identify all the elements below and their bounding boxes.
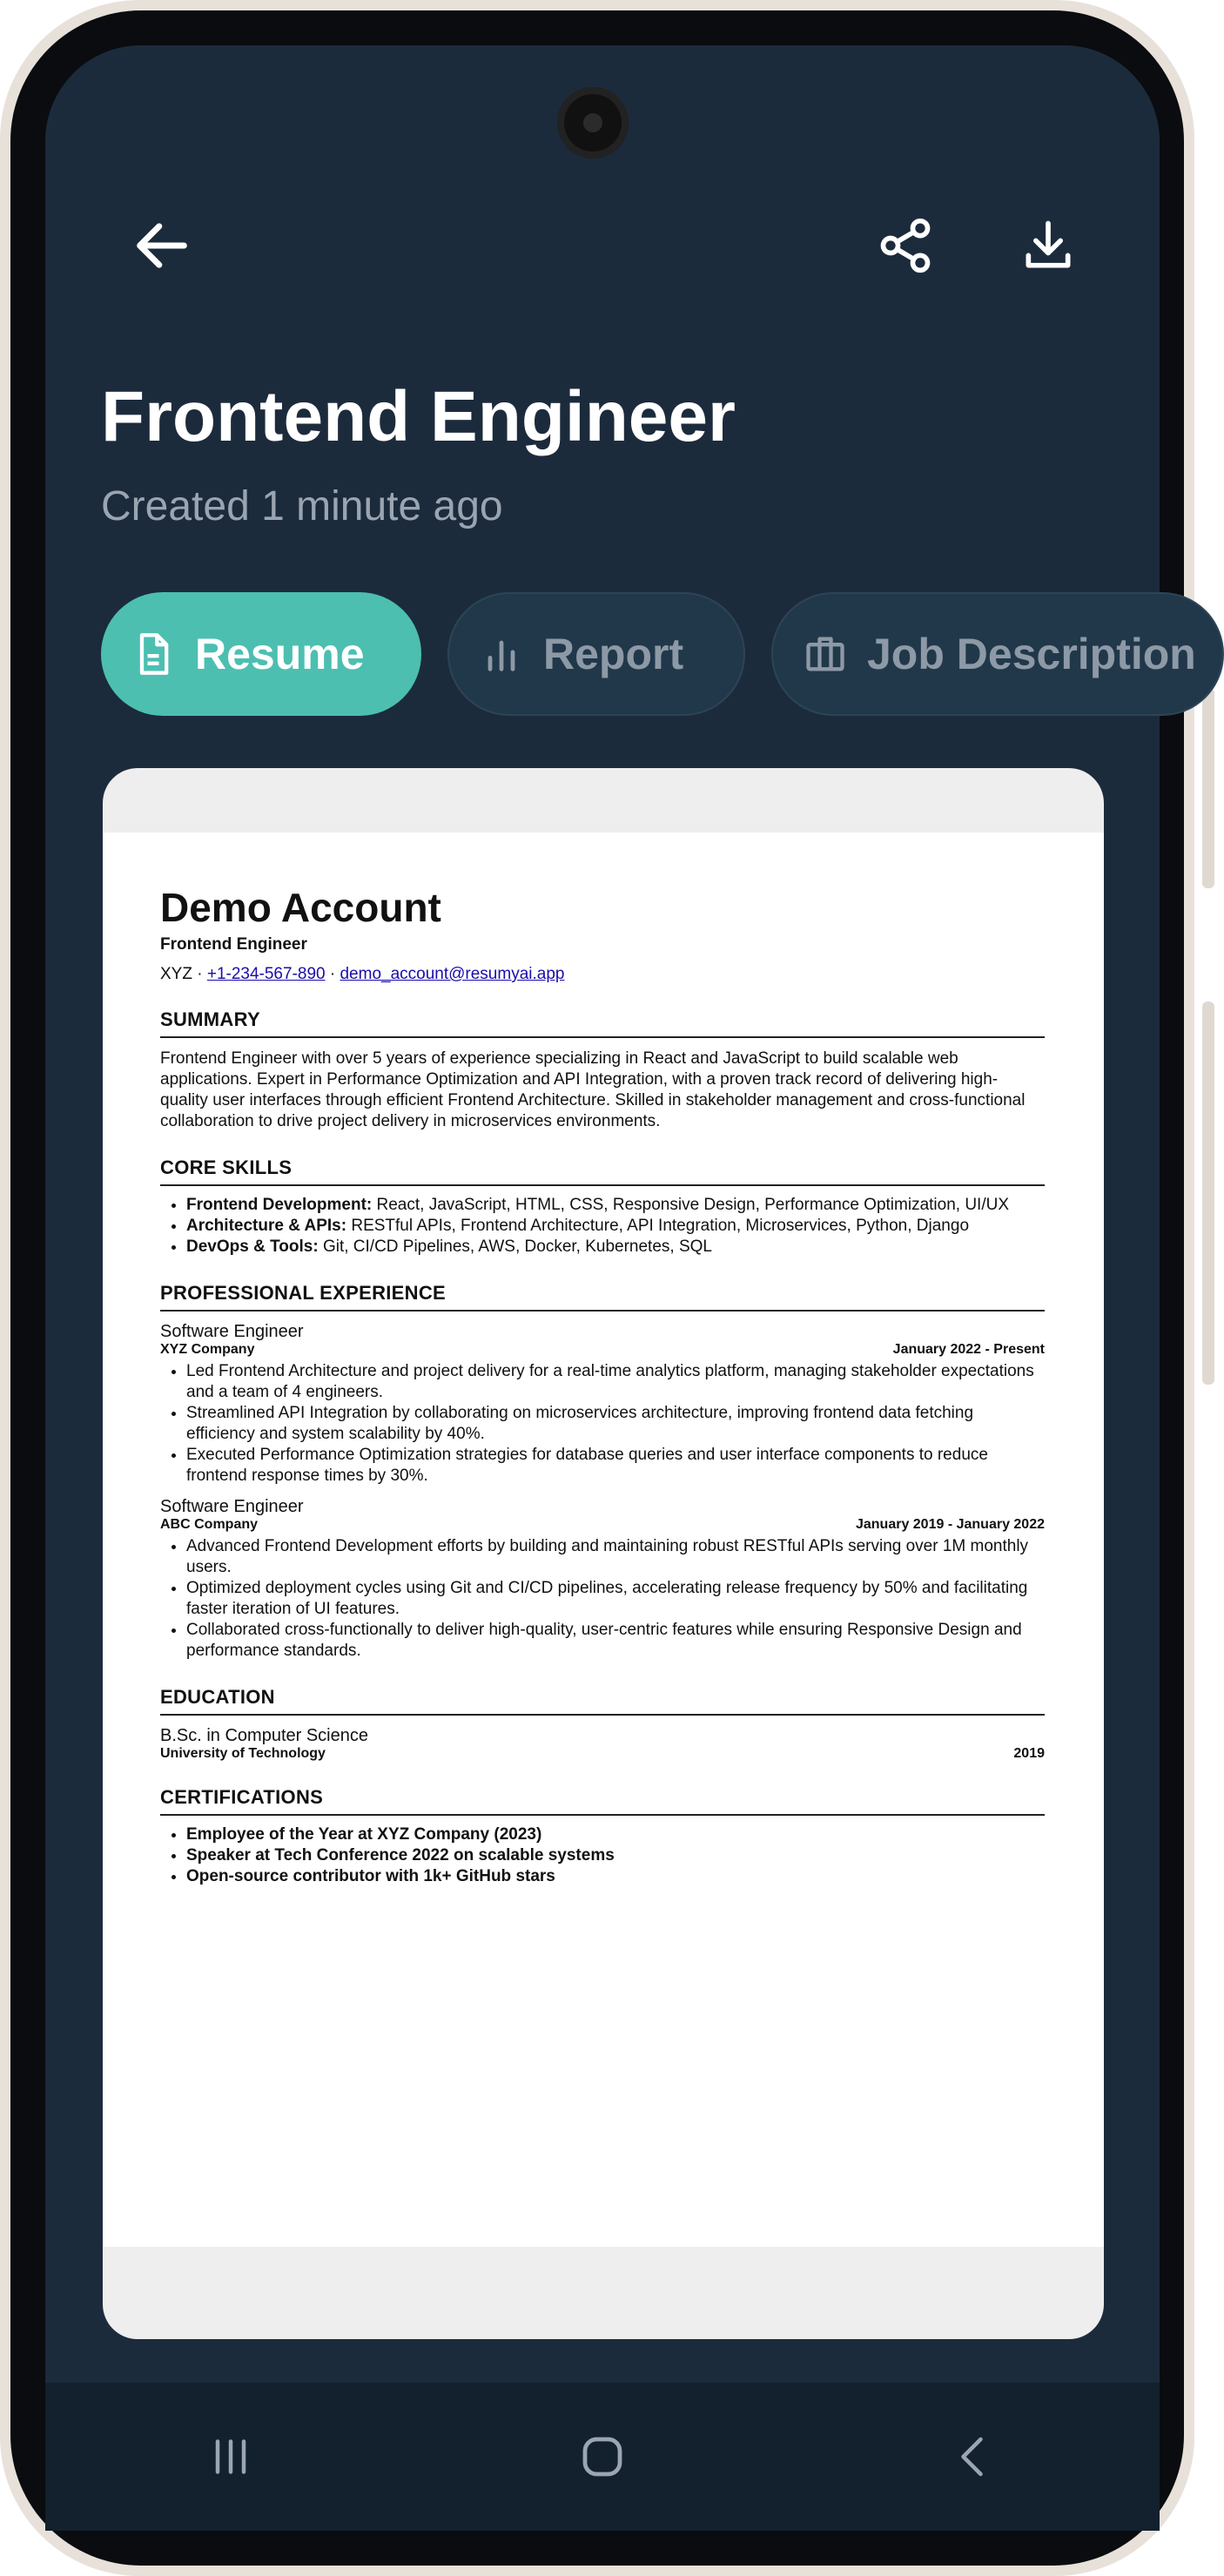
share-button[interactable] — [864, 204, 947, 287]
bar-chart-icon — [479, 631, 524, 677]
app-screen — [45, 45, 1196, 2531]
skills-heading: CORE SKILLS — [160, 1157, 1045, 1186]
degree: B.Sc. in Computer Science — [160, 1726, 368, 1745]
tab-job-description-label: Job Description — [867, 630, 1196, 678]
page-title: Frontend Engineer — [101, 377, 736, 456]
skill-item: • Architecture & APIs: RESTful APIs, Frontend Architecture, API Integration, Microservices, Python, Django — [186, 1216, 1045, 1237]
back-arrow-icon — [129, 212, 195, 279]
summary-heading: SUMMARY — [160, 1008, 1045, 1038]
job-bullet: • Streamlined API Integration by collaborating on microservices architecture, improving frontend data fetching efficiency and system scalability by 40%. — [186, 1403, 1045, 1445]
summary-text: Frontend Engineer with over 5 years of experience specializing in React and JavaScript to build scalable web applications. Expert in Performance Optimization and API Integration, with a proven track record of delivering high-quality user interfaces through efficient Frontend Architecture. Skilled in stakeholder management and cross-functional collaboration to drive project delivery in microservices environments. — [160, 1049, 1026, 1130]
job-bullet: • Executed Performance Optimization strategies for database queries and user interface components to reduce frontend response times by 30%. — [186, 1445, 1045, 1487]
job-bullets — [160, 1536, 1045, 1662]
experience-heading: PROFESSIONAL EXPERIENCE — [160, 1282, 1045, 1312]
contact-location: XYZ — [160, 965, 192, 983]
system-nav-bar — [45, 2383, 1160, 2531]
skill-item: • Frontend Development: React, JavaScript, HTML, CSS, Responsive Design, Performance Optimization, UI/UX — [186, 1195, 1045, 1216]
resume-contact: XYZ · +1-234-567-890 · demo_account@resumyai.app — [160, 965, 565, 983]
camera-cutout — [557, 87, 629, 158]
certifications-heading: CERTIFICATIONS — [160, 1786, 1045, 1816]
home-button[interactable] — [550, 2404, 655, 2509]
document-icon — [131, 631, 176, 677]
tab-resume-label: Resume — [195, 630, 365, 678]
contact-email-link[interactable]: demo_account@resumyai.app — [340, 965, 565, 983]
certifications-list — [160, 1824, 1045, 1887]
resume-name: Demo Account — [160, 885, 441, 930]
job-dates: January 2019 - January 2022 — [855, 1517, 1045, 1532]
job-bullet: • Optimized deployment cycles using Git and CI/CD pipelines, accelerating release frequency by 50% and facilitating faster iteration of UI features. — [186, 1578, 1045, 1620]
nav-back-button[interactable] — [922, 2404, 1026, 2509]
download-button[interactable] — [1006, 204, 1090, 287]
job-meta — [160, 1342, 1045, 1358]
job-bullet: • Collaborated cross-functionally to deliver high-quality, user-centric features while ensuring Responsive Design and performance standards. — [186, 1620, 1045, 1662]
certification-item: • Speaker at Tech Conference 2022 on scalable systems — [186, 1845, 1045, 1866]
resume-content — [160, 885, 1045, 1887]
resume-preview[interactable] — [103, 768, 1104, 2339]
education-heading: EDUCATION — [160, 1686, 1045, 1716]
resume-page — [103, 833, 1104, 2247]
certification-item: • Open-source contributor with 1k+ GitHub stars — [186, 1866, 1045, 1887]
job-meta — [160, 1517, 1045, 1533]
tab-resume[interactable] — [101, 592, 421, 716]
job-dates: January 2022 - Present — [892, 1342, 1045, 1357]
job-company: ABC Company — [160, 1517, 259, 1532]
skill-item: • DevOps & Tools: Git, CI/CD Pipelines, AWS, Docker, Kubernetes, SQL — [186, 1237, 1045, 1258]
job-company: XYZ Company — [160, 1342, 255, 1357]
job-title: Software Engineer — [160, 1322, 304, 1341]
job-title: Software Engineer — [160, 1497, 304, 1516]
recents-icon — [205, 2431, 257, 2483]
education-meta — [160, 1746, 1045, 1762]
job-bullet: • Advanced Frontend Development efforts by building and maintaining robust RESTful APIs serving over 1M monthly users. — [186, 1536, 1045, 1578]
skills-list — [160, 1195, 1045, 1258]
home-icon — [575, 2429, 630, 2485]
job-bullets — [160, 1361, 1045, 1487]
back-button[interactable] — [120, 204, 204, 287]
tab-report-label: Report — [543, 630, 684, 678]
school: University of Technology — [160, 1746, 326, 1761]
download-icon — [1019, 216, 1078, 275]
briefcase-icon — [803, 631, 848, 677]
power-button — [1202, 1001, 1214, 1385]
tab-report[interactable] — [447, 592, 745, 716]
tab-bar — [101, 590, 1196, 719]
volume-button — [1202, 688, 1214, 888]
tab-job-description[interactable] — [771, 592, 1224, 716]
share-icon — [876, 216, 935, 275]
graduation-year: 2019 — [1013, 1746, 1045, 1761]
resume-role: Frontend Engineer — [160, 935, 307, 954]
nav-back-icon — [948, 2431, 1000, 2483]
certification-item: • Employee of the Year at XYZ Company (2023) — [186, 1824, 1045, 1845]
contact-phone-link[interactable]: +1-234-567-890 — [206, 965, 326, 983]
recents-button[interactable] — [178, 2404, 283, 2509]
job-bullet: • Led Frontend Architecture and project delivery for a real-time analytics platform, managing stakeholder expectations and a team of 4 engineers. — [186, 1361, 1045, 1403]
created-timestamp: Created 1 minute ago — [101, 483, 503, 529]
